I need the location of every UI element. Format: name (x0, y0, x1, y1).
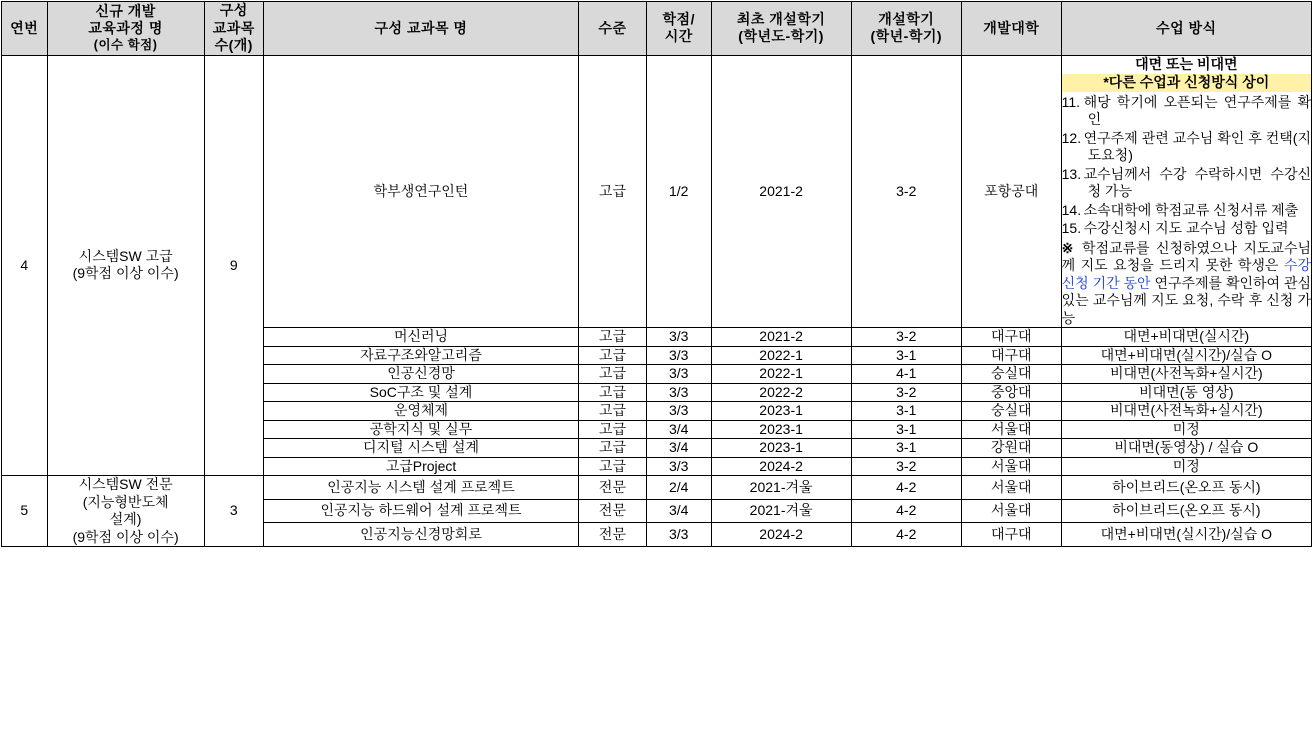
first-open-term: 2021-2 (711, 55, 851, 328)
class-method: 대면+비대면(실시간) (1061, 328, 1311, 347)
dev-university: 숭실대 (961, 365, 1061, 384)
subject-name: 머신러닝 (263, 328, 578, 347)
table-body (2, 55, 1312, 547)
method-note: *다른 수업과 신청방식 상이 (1062, 74, 1311, 92)
group5-program-line4: (9학점 이상 이수) (72, 528, 179, 545)
first-open-term: 2022-2 (711, 383, 851, 402)
group4-no: 4 (2, 55, 48, 476)
header-credit: 학점/ 시간 (646, 2, 711, 56)
credit-hours: 3/4 (646, 420, 711, 439)
dev-university: 서울대 (961, 420, 1061, 439)
dev-university: 포항공대 (961, 55, 1061, 328)
credit-hours: 3/3 (646, 383, 711, 402)
credit-hours: 2/4 (646, 476, 711, 500)
method-step: 13. 교수님께서 수강 수락하시면 수강신청 가능 (1061, 165, 1311, 199)
group5-count: 3 (204, 476, 263, 547)
group5-program-line1: 시스템SW 전문 (78, 476, 173, 492)
header-no: 연번 (2, 2, 48, 56)
open-term: 4-2 (851, 523, 961, 547)
open-term: 3-1 (851, 402, 961, 421)
group5-no: 5 (2, 476, 48, 547)
group4-count: 9 (204, 55, 263, 476)
open-term: 3-2 (851, 328, 961, 347)
group5-program (47, 476, 204, 547)
class-method: 대면+비대면(실시간)/실습 O (1061, 346, 1311, 365)
method-step: 15. 수강신청시 지도 교수님 성함 입력 (1061, 220, 1289, 236)
level: 전문 (579, 523, 647, 547)
group5-program-line2: (지능형반도체 (82, 493, 169, 510)
credit-hours: 3/3 (646, 402, 711, 421)
first-open-term: 2021-겨울 (711, 476, 851, 500)
open-term: 4-2 (851, 476, 961, 500)
dev-university: 대구대 (961, 328, 1061, 347)
curriculum-table (1, 1, 1312, 547)
method-footnote: ※ 학점교류를 신청하였으나 지도교수님께 지도 요청을 드리지 못한 학생은 수강신청 기간 동안 연구주제를 확인하여 관심있는 교수님께 지도 요청, 수락 후 신청 가능 (1061, 239, 1311, 326)
level: 고급 (579, 383, 647, 402)
credit-hours: 3/3 (646, 346, 711, 365)
level: 전문 (579, 476, 647, 500)
header-program: 신규 개발 교육과정 명 (이수 학점) (47, 2, 204, 56)
subject-name: 고급Project (263, 457, 578, 476)
method-step: 14. 소속대학에 학점교류 신청서류 제출 (1061, 201, 1299, 218)
method-steps (1062, 94, 1311, 238)
class-method: 비대면(동영상) / 실습 O (1061, 439, 1311, 458)
table-row (2, 476, 1312, 500)
first-open-term: 2023-1 (711, 439, 851, 458)
level: 고급 (579, 346, 647, 365)
open-term: 4-1 (851, 365, 961, 384)
dev-university: 대구대 (961, 523, 1061, 547)
subject-name: 디지털 시스템 설계 (263, 439, 578, 458)
open-term: 4-2 (851, 499, 961, 523)
class-method: 비대면(사전녹화+실시간) (1061, 402, 1311, 421)
class-method: 하이브리드(온오프 동시) (1061, 476, 1311, 500)
class-method: 비대면(사전녹화+실시간) (1061, 365, 1311, 384)
first-open-term: 2024-2 (711, 457, 851, 476)
subject-name: 운영체제 (263, 402, 578, 421)
header-level: 수준 (579, 2, 647, 56)
credit-hours: 3/3 (646, 523, 711, 547)
open-term: 3-1 (851, 439, 961, 458)
open-term: 3-2 (851, 383, 961, 402)
level: 고급 (579, 457, 647, 476)
level: 고급 (579, 365, 647, 384)
level: 고급 (579, 402, 647, 421)
method-title: 대면 또는 비대면 (1135, 55, 1238, 72)
dev-university: 서울대 (961, 499, 1061, 523)
first-open-term: 2022-1 (711, 365, 851, 384)
subject-name: 학부생연구인턴 (263, 55, 578, 328)
subject-name: 인공지능 하드웨어 설계 프로젝트 (263, 499, 578, 523)
credit-hours: 3/3 (646, 365, 711, 384)
header-dev-univ: 개발대학 (961, 2, 1061, 56)
dev-university: 서울대 (961, 457, 1061, 476)
method-step: 12. 연구주제 관련 교수님 확인 후 컨택(지도요청) (1061, 129, 1311, 163)
subject-name: 자료구조와알고리즘 (263, 346, 578, 365)
open-term: 3-2 (851, 457, 961, 476)
first-open-term: 2021-2 (711, 328, 851, 347)
header-row (2, 2, 1312, 56)
group4-program-line1: 시스템SW 고급 (78, 247, 173, 264)
class-method: 비대면(동 영상) (1061, 383, 1311, 402)
open-term: 3-1 (851, 420, 961, 439)
subject-name: 공학지식 및 실무 (263, 420, 578, 439)
header-count: 구성 교과목 수(개) (204, 2, 263, 56)
group5-program-line3: 설계) (109, 511, 142, 527)
dev-university: 숭실대 (961, 402, 1061, 421)
table-row (2, 55, 1312, 328)
header-first-open: 최초 개설학기 (학년도-학기) (711, 2, 851, 56)
dev-university: 중앙대 (961, 383, 1061, 402)
first-open-term: 2023-1 (711, 402, 851, 421)
level: 고급 (579, 439, 647, 458)
header-open-term: 개설학기 (학년-학기) (851, 2, 961, 56)
credit-hours: 1/2 (646, 55, 711, 328)
subject-name: 인공지능 시스템 설계 프로젝트 (263, 476, 578, 500)
level: 고급 (579, 55, 647, 328)
credit-hours: 3/4 (646, 439, 711, 458)
group4-program-line2: (9학점 이상 이수) (72, 265, 179, 282)
dev-university: 강원대 (961, 439, 1061, 458)
first-open-term: 2022-1 (711, 346, 851, 365)
first-open-term: 2024-2 (711, 523, 851, 547)
subject-name: SoC구조 및 설계 (263, 383, 578, 402)
open-term: 3-2 (851, 55, 961, 328)
credit-hours: 3/3 (646, 328, 711, 347)
credit-hours: 3/4 (646, 499, 711, 523)
class-method: 대면+비대면(실시간)/실습 O (1061, 523, 1311, 547)
method-step: 11. 해당 학기에 오픈되는 연구주제를 확인 (1061, 93, 1311, 127)
level: 고급 (579, 328, 647, 347)
class-method: 미정 (1061, 420, 1311, 439)
class-method: 미정 (1061, 457, 1311, 476)
first-open-term: 2023-1 (711, 420, 851, 439)
credit-hours: 3/3 (646, 457, 711, 476)
group4-program (47, 55, 204, 476)
level: 고급 (579, 420, 647, 439)
class-method: 하이브리드(온오프 동시) (1061, 499, 1311, 523)
dev-university: 서울대 (961, 476, 1061, 500)
table-header (2, 2, 1312, 56)
header-method: 수업 방식 (1061, 2, 1311, 56)
subject-name: 인공신경망 (263, 365, 578, 384)
first-open-term: 2021-겨울 (711, 499, 851, 523)
dev-university: 대구대 (961, 346, 1061, 365)
class-method-detail (1061, 55, 1311, 328)
level: 전문 (579, 499, 647, 523)
header-subject: 구성 교과목 명 (263, 2, 578, 56)
subject-name: 인공지능신경망회로 (263, 523, 578, 547)
open-term: 3-1 (851, 346, 961, 365)
